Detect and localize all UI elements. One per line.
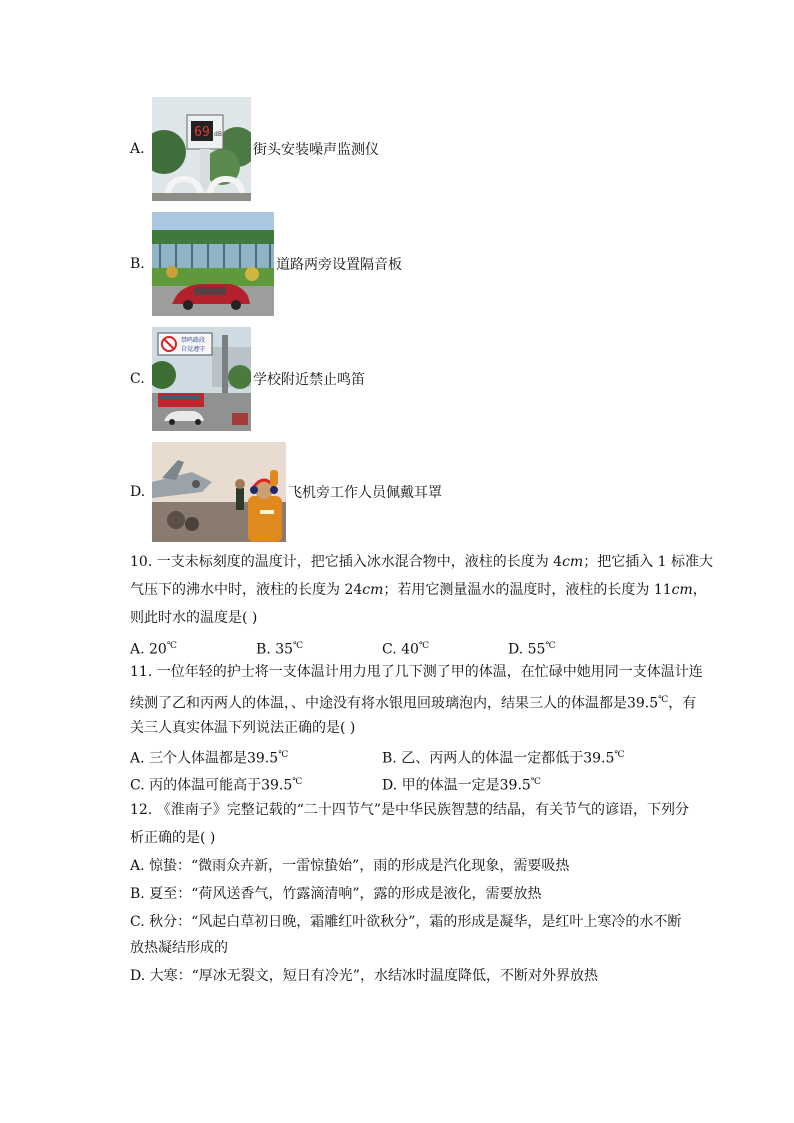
q11-choice-d[interactable]: D. 甲的体温一定是39.5℃ (382, 777, 541, 794)
aircraft-crew-earmuffs-photo-icon (152, 442, 286, 542)
option-caption: 道路两旁设置隔音板 (276, 257, 402, 273)
q11-choice-a[interactable]: A. 三个人体温都是39.5℃ (130, 750, 289, 767)
q12-choice-b[interactable]: B. 夏至：“荷风送香气，竹露滴清响”，露的形成是液化，需要放热 (130, 886, 542, 902)
q12-choice-d[interactable]: D. 大寒：“厚冰无裂文，短日有冷光”，水结冰时温度降低，不断对外界放热 (130, 968, 598, 984)
noise-monitor-photo-icon (152, 97, 251, 201)
q9-option-b[interactable] (130, 212, 402, 316)
q12-line-1: 12. 《淮南子》完整记载的“二十四节气”是中华民族智慧的结晶，有关节气的谚语，下列分 (130, 802, 690, 818)
option-caption: 街头安装噪声监测仪 (253, 142, 379, 158)
q9-option-c[interactable] (130, 327, 365, 431)
q10-line-1: 10. 一支未标刻度的温度计，把它插入冰水混合物中，液柱的长度为 4cm；把它插入 1 标准大 (130, 554, 714, 570)
sign-text-2: 自觉遵守 (180, 346, 206, 353)
sign-text-1: 禁鸣路段 (180, 337, 206, 344)
sound-barrier-photo-icon (152, 212, 274, 316)
q12-choice-c[interactable]: C. 秋分：“风起白草初日晚，霜雕红叶欲秋分”，霜的形成是凝华，是红叶上寒冷的水不断 (130, 914, 682, 930)
q10-choice-b[interactable]: B. 35℃ (256, 641, 304, 658)
q10-choice-d[interactable]: D. 55℃ (508, 641, 556, 658)
q12-choice-c-continued: 放热凝结形成的 (130, 940, 228, 956)
q11-line-1: 11. 一位年轻的护士将一支体温计用力甩了几下测了甲的体温，在忙碌中她用同一支体温计连 (130, 664, 703, 680)
option-caption: 学校附近禁止鸣笛 (253, 372, 365, 388)
q10-line-3: 则此时水的温度是( ) (130, 610, 258, 626)
q12-line-2: 析正确的是( ) (130, 830, 216, 846)
monitor-unit: dB (214, 131, 222, 138)
q10-choice-a[interactable]: A. 20℃ (130, 641, 177, 658)
q11-line-3: 关三人真实体温下列说法正确的是( ) (130, 720, 356, 736)
q10-line-2: 气压下的沸水中时，液柱的长度为 24cm；若用它测量温水的温度时，液柱的长度为 11cm， (130, 582, 707, 598)
option-letter: A. (130, 141, 145, 157)
option-letter: D. (130, 484, 146, 500)
q11-choice-c[interactable]: C. 丙的体温可能高于39.5℃ (130, 777, 303, 794)
monitor-reading: 69 (194, 125, 210, 140)
q12-choice-a[interactable]: A. 惊蛰：“微雨众卉新，一雷惊蛰始”，雨的形成是汽化现象，需要吸热 (130, 858, 570, 874)
no-horn-sign-photo-icon (152, 327, 251, 431)
option-letter: B. (130, 256, 145, 272)
q10-choice-c[interactable]: C. 40℃ (382, 641, 430, 658)
q9-option-d[interactable] (130, 442, 442, 542)
q9-option-a[interactable] (130, 97, 379, 201)
option-caption: 飞机旁工作人员佩戴耳罩 (288, 485, 442, 501)
q11-line-2: 续测了乙和丙两人的体温，、中途没有将水银甩回玻璃泡内，结果三人的体温都是39.5℃，有 (130, 695, 697, 712)
q11-choice-b[interactable]: B. 乙、丙两人的体温一定都低于39.5℃ (382, 750, 625, 767)
option-letter: C. (130, 371, 145, 387)
